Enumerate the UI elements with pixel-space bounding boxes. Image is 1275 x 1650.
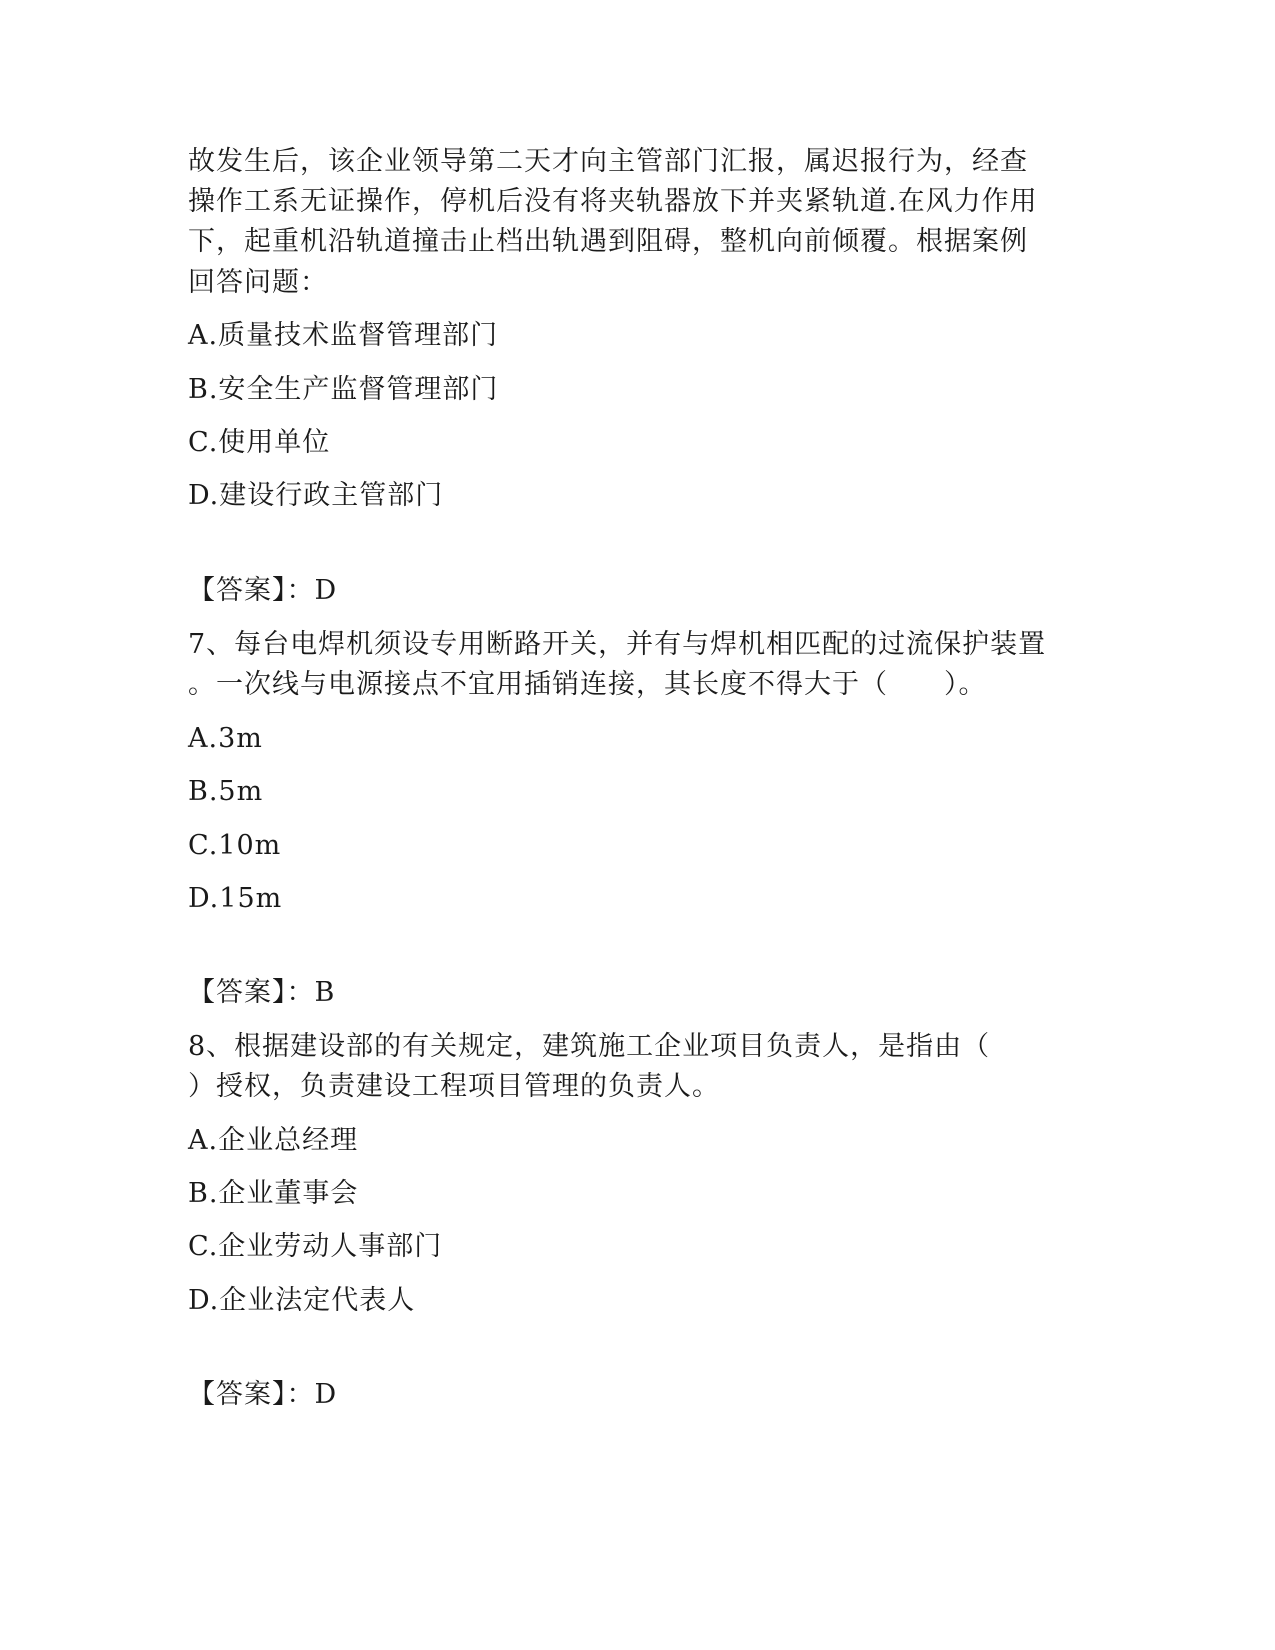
question-7-option-b: B.5m <box>188 776 264 807</box>
question-8-option-b: B.企业董事会 <box>188 1178 359 1209</box>
question-6-stem-line-1: 故发生后，该企业领导第二天才向主管部门汇报，属迟报行为，经查 <box>188 146 1028 177</box>
question-6-stem-line-2: 操作工系无证操作，停机后没有将夹轨器放下并夹紧轨道.在风力作用 <box>188 186 1038 217</box>
question-6-option-c: C.使用单位 <box>188 427 331 458</box>
question-8-answer: 【答案】：D <box>188 1379 338 1410</box>
question-6-answer: 【答案】：D <box>188 575 338 606</box>
question-6-stem-line-3: 下，起重机沿轨道撞击止档出轨遇到阻碍，整机向前倾覆。根据案例 <box>188 226 1028 257</box>
question-6-option-a: A.质量技术监督管理部门 <box>188 320 499 351</box>
question-6-option-b: B.安全生产监督管理部门 <box>188 374 499 405</box>
question-7-option-d: D.15m <box>188 883 283 914</box>
question-7-answer: 【答案】：B <box>188 977 336 1008</box>
question-6-option-d: D.建设行政主管部门 <box>188 480 444 511</box>
question-7-stem-line-2: 。一次线与电源接点不宜用插销连接，其长度不得大于（ ）。 <box>188 669 987 700</box>
question-7-option-c: C.10m <box>188 830 282 861</box>
question-8-stem-line-2: ）授权，负责建设工程项目管理的负责人。 <box>188 1071 720 1102</box>
question-8-option-c: C.企业劳动人事部门 <box>188 1231 443 1262</box>
question-7-stem-line-1: 7、每台电焊机须设专用断路开关，并有与焊机相匹配的过流保护装置 <box>188 629 1047 660</box>
question-8-option-d: D.企业法定代表人 <box>188 1285 416 1316</box>
question-8-stem-line-1: 8、根据建设部的有关规定，建筑施工企业项目负责人，是指由（ <box>188 1031 991 1062</box>
question-8-option-a: A.企业总经理 <box>188 1125 359 1156</box>
question-7-option-a: A.3m <box>188 723 263 754</box>
question-6-stem-line-4: 回答问题： <box>188 267 328 298</box>
